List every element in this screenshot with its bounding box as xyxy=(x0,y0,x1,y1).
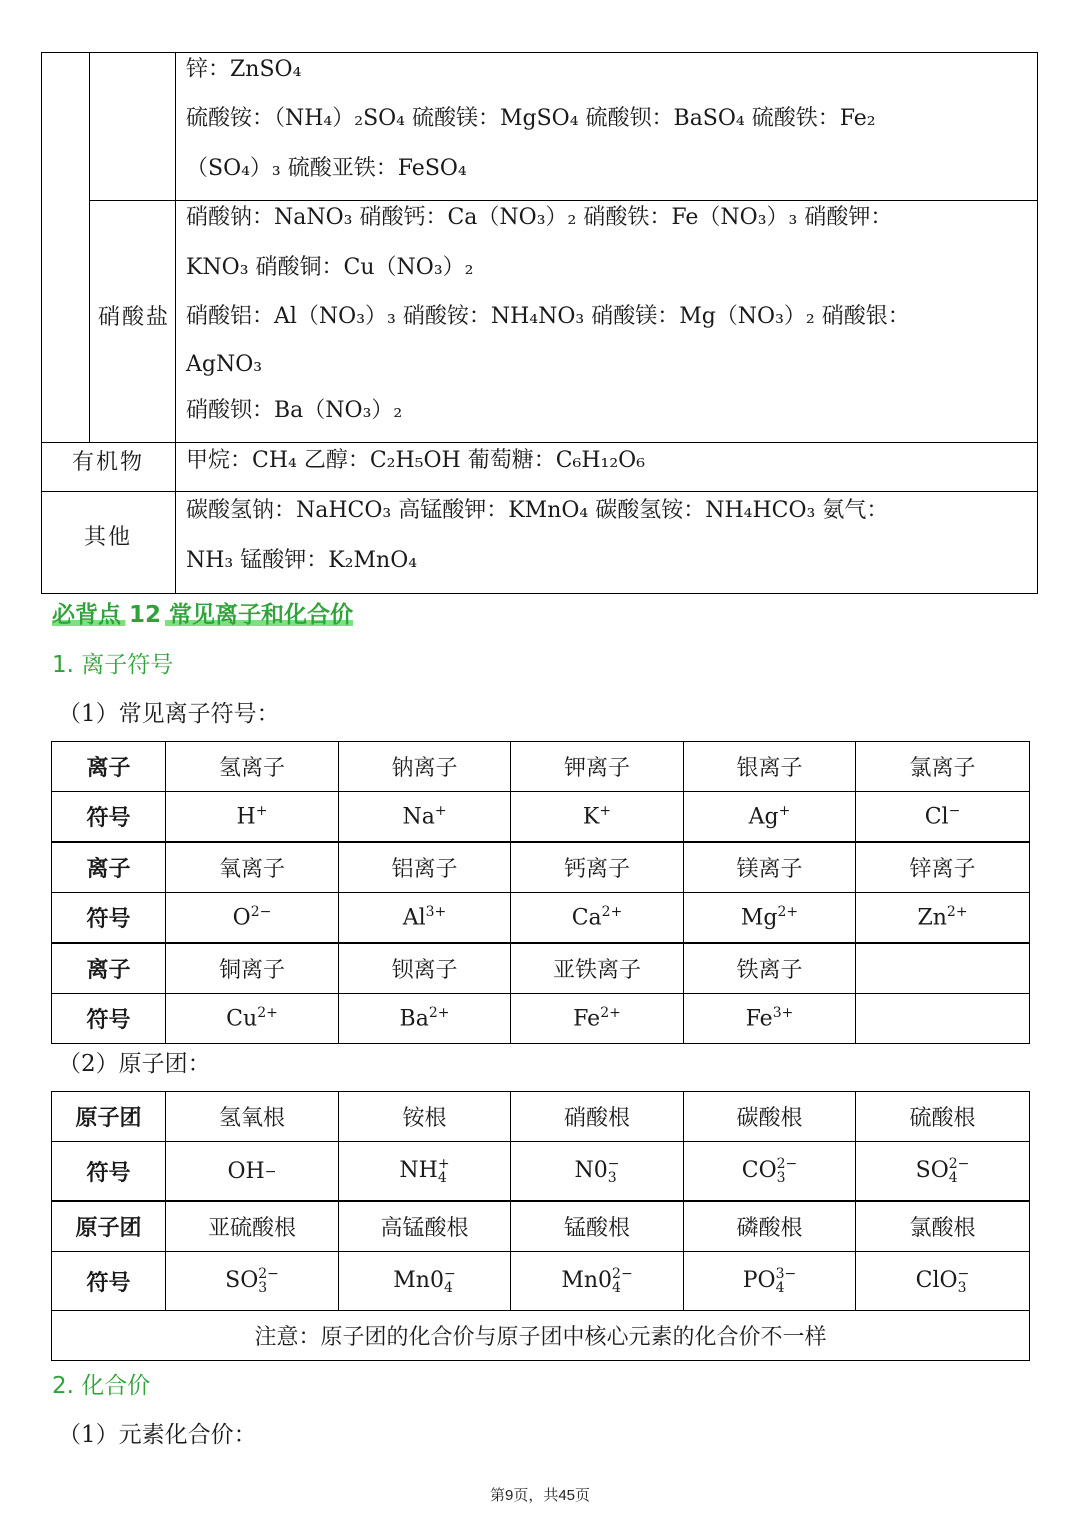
ion-name: 铜离子 xyxy=(166,943,339,994)
ion-symbol: $Fe^{3+}$ xyxy=(684,994,856,1044)
group-symbol: N0− 3 xyxy=(511,1142,684,1202)
sulfate-line-1: 锌：ZnSO₄ xyxy=(186,57,302,82)
group-name: 铵根 xyxy=(339,1092,511,1142)
ion-symbol xyxy=(856,994,1030,1044)
ion-name: 银离子 xyxy=(684,742,856,792)
nitrate-line-4: AgNO₃ xyxy=(186,352,263,377)
group-symbol: PO3− 4 xyxy=(684,1252,856,1311)
atomic-group-table xyxy=(51,1091,1030,1361)
ion-symbol: Cl− xyxy=(856,792,1030,843)
row-label: 离子 xyxy=(52,842,166,893)
nitrate-line-5: 硝酸钡：Ba（NO₃）₂ xyxy=(186,398,403,423)
group-name: 氢氧根 xyxy=(166,1092,339,1142)
subheading-valence: 2. 化合价 xyxy=(52,1373,151,1399)
table-row xyxy=(52,1092,1030,1142)
row-label: 原子团 xyxy=(52,1201,166,1252)
subheading-ion-symbols: 1. 离子符号 xyxy=(52,652,174,678)
ion-name: 锌离子 xyxy=(856,842,1030,893)
other-line-1: 碳酸氢钠：NaHCO₃ 高锰酸钾：KMnO₄ 碳酸氢铵：NH₄HCO₃ 氨气： xyxy=(186,498,889,523)
ion-symbol: $Fe^{2+}$ xyxy=(511,994,684,1044)
table-row xyxy=(52,1201,1030,1252)
group-name: 亚硫酸根 xyxy=(166,1201,339,1252)
ion-name: 氧离子 xyxy=(166,842,339,893)
other-category-label: 其他 xyxy=(83,525,132,550)
group-name: 磷酸根 xyxy=(684,1201,856,1252)
ion-symbol: $Mg^{2+}$ xyxy=(684,893,856,944)
row-label: 符号 xyxy=(52,1252,166,1311)
ion-symbol: $Zn^{2+}$ xyxy=(856,893,1030,944)
group-symbol: SO2− 3 xyxy=(166,1252,339,1311)
paragraph-element-valence: （1）元素化合价： xyxy=(58,1422,257,1448)
row-label: 符号 xyxy=(52,893,166,944)
table-row xyxy=(52,1142,1030,1202)
row-label: 符号 xyxy=(52,1142,166,1202)
ion-name: 铝离子 xyxy=(339,842,511,893)
table-row xyxy=(52,1252,1030,1311)
ion-name: 钾离子 xyxy=(511,742,684,792)
section-heading: 必背点 12 常见离子和化合价 xyxy=(52,602,354,628)
ion-symbol: K+ xyxy=(511,792,684,843)
paragraph-common-ions: （1）常见离子符号： xyxy=(58,701,280,727)
ion-symbol: H+ xyxy=(166,792,339,843)
nitrate-category-label: 硝酸盐 xyxy=(97,305,170,330)
group-name: 碳酸根 xyxy=(684,1092,856,1142)
ion-symbol: $Ca^{2+}$ xyxy=(511,893,684,944)
row-label: 离子 xyxy=(52,742,166,792)
page-number: 第9页，共45页 xyxy=(489,1487,591,1504)
nitrate-line-2: KNO₃ 硝酸铜：Cu（NO₃）₂ xyxy=(186,255,474,280)
table-row xyxy=(52,1311,1030,1361)
group-name: 硝酸根 xyxy=(511,1092,684,1142)
group-name: 锰酸根 xyxy=(511,1201,684,1252)
ion-name: 铁离子 xyxy=(684,943,856,994)
table-note: 注意：原子团的化合价与原子团中核心元素的化合价不一样 xyxy=(52,1311,1030,1361)
ion-name: 氯离子 xyxy=(856,742,1030,792)
group-symbol: OH− xyxy=(166,1142,339,1202)
organic-line: 甲烷：CH₄ 乙醇：C₂H₅OH 葡萄糖：C₆H₁₂O₆ xyxy=(186,448,646,473)
nitrate-line-3: 硝酸铝：Al（NO₃）₃ 硝酸铵：NH₄NO₃ 硝酸镁：Mg（NO₃）₂ 硝酸银： xyxy=(186,304,910,329)
group-name: 高锰酸根 xyxy=(339,1201,511,1252)
ion-name: 镁离子 xyxy=(684,842,856,893)
group-name: 氯酸根 xyxy=(856,1201,1030,1252)
row-label: 符号 xyxy=(52,792,166,843)
group-symbol: Mn02− 4 xyxy=(511,1252,684,1311)
ion-symbol: $O^{2-}$ xyxy=(166,893,339,944)
ion-symbol: $Ba^{2+}$ xyxy=(339,994,511,1044)
ion-name: 钙离子 xyxy=(511,842,684,893)
ion-symbol: $Al^{3+}$ xyxy=(339,893,511,944)
sulfate-line-2: 硫酸铵：（NH₄）₂SO₄ 硫酸镁：MgSO₄ 硫酸钡：BaSO₄ 硫酸铁：Fe₂ xyxy=(186,106,876,131)
group-symbol: NH+ 4 xyxy=(339,1142,511,1202)
table-row xyxy=(52,842,1030,893)
ion-name: 钡离子 xyxy=(339,943,511,994)
group-symbol: SO2− 4 xyxy=(856,1142,1030,1202)
table-row xyxy=(52,893,1030,944)
paragraph-atomic-groups: （2）原子团： xyxy=(58,1051,211,1077)
row-label: 原子团 xyxy=(52,1092,166,1142)
ion-name: 钠离子 xyxy=(339,742,511,792)
ion-name xyxy=(856,943,1030,994)
nitrate-line-1: 硝酸钠：NaNO₃ 硝酸钙：Ca（NO₃）₂ 硝酸铁：Fe（NO₃）₃ 硝酸钾： xyxy=(186,205,893,230)
group-symbol: CO2− 3 xyxy=(684,1142,856,1202)
table-row xyxy=(52,943,1030,994)
organic-category-label: 有机物 xyxy=(71,450,144,475)
ion-symbol-table xyxy=(51,741,1030,1044)
ion-symbol: Ag+ xyxy=(684,792,856,843)
ion-name: 氢离子 xyxy=(166,742,339,792)
group-name: 硫酸根 xyxy=(856,1092,1030,1142)
group-symbol: Mn0− 4 xyxy=(339,1252,511,1311)
group-symbol: ClO− 3 xyxy=(856,1252,1030,1311)
ion-name: 亚铁离子 xyxy=(511,943,684,994)
row-label: 符号 xyxy=(52,994,166,1044)
table-row xyxy=(52,742,1030,792)
ion-symbol: $Cu^{2+}$ xyxy=(166,994,339,1044)
sulfate-line-3: （SO₄）₃ 硫酸亚铁：FeSO₄ xyxy=(186,156,467,181)
table-row xyxy=(52,792,1030,843)
table-row xyxy=(52,994,1030,1044)
ion-symbol: Na+ xyxy=(339,792,511,843)
other-line-2: NH₃ 锰酸钾：K₂MnO₄ xyxy=(186,548,418,573)
row-label: 离子 xyxy=(52,943,166,994)
